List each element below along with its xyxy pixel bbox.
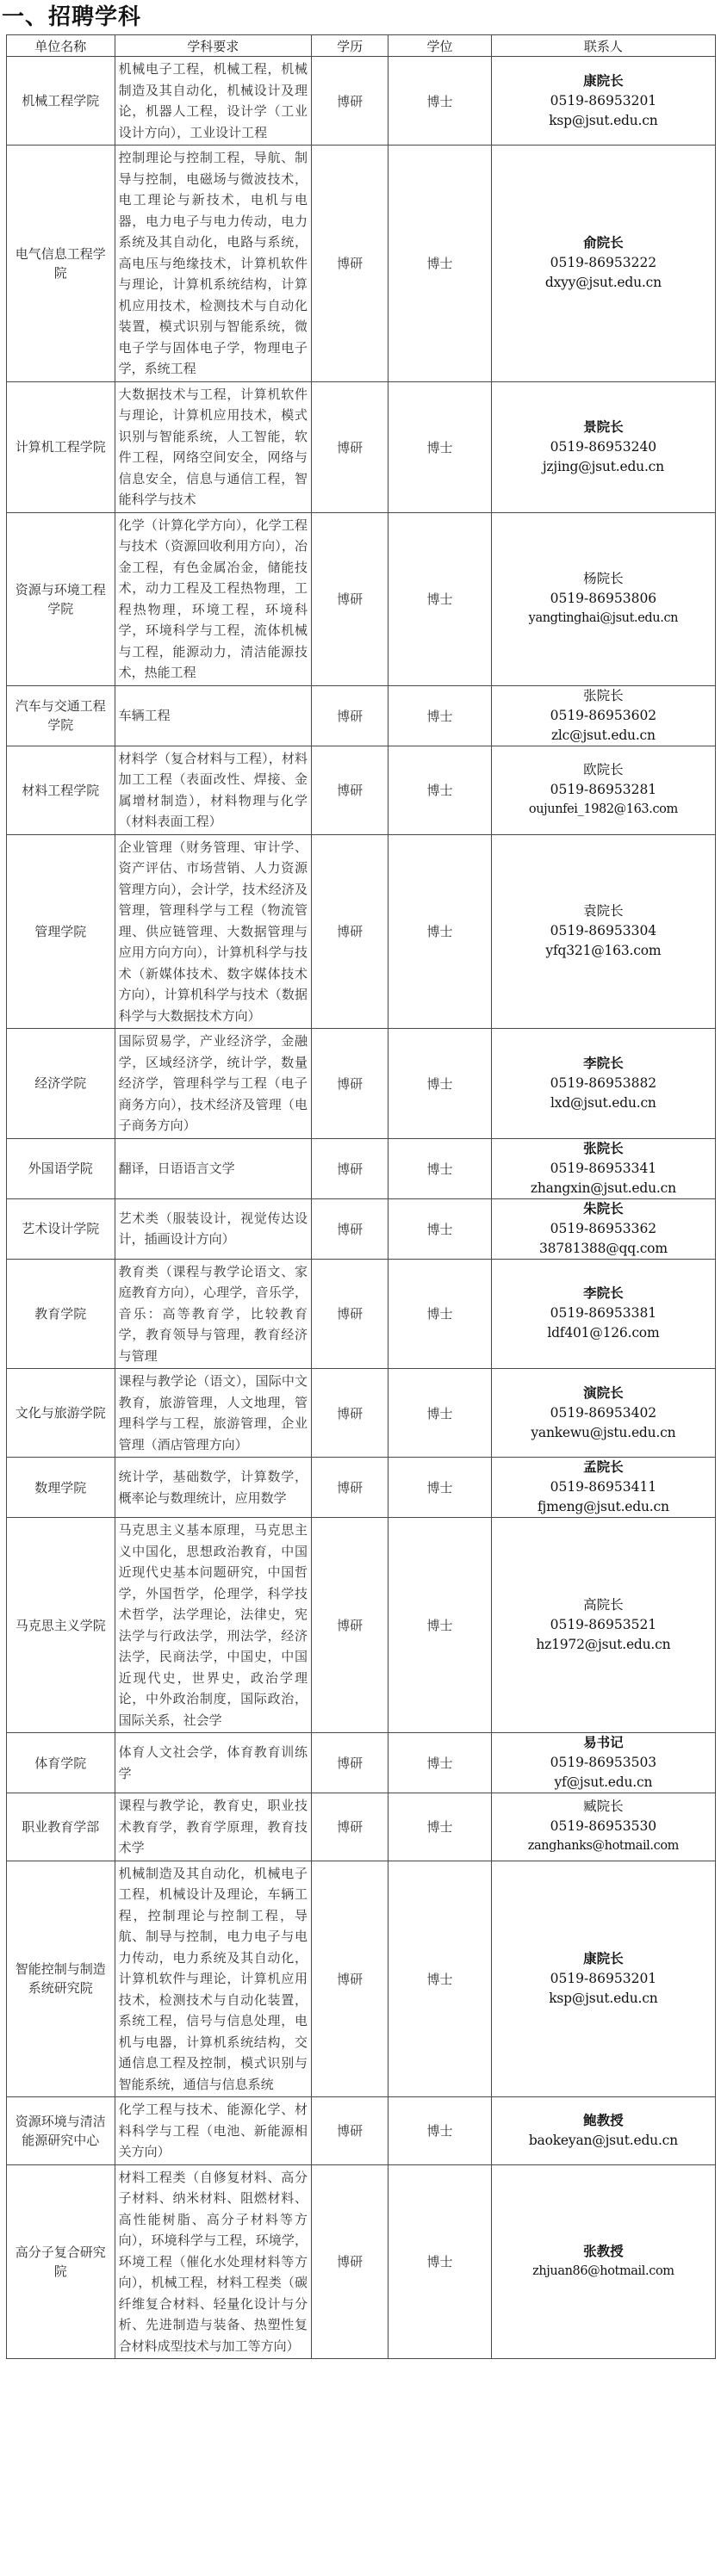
contact-cell <box>491 1259 715 1369</box>
academic-degree: 博士 <box>388 2164 492 2359</box>
contact-phone: 0519-86953201 <box>550 1970 657 1986</box>
academic-degree: 博士 <box>388 685 492 746</box>
unit-name: 智能控制与制造系统研究院 <box>7 1861 115 2097</box>
contact-phone: 0519-86953530 <box>550 1818 657 1835</box>
unit-name: 高分子复合研究院 <box>7 2164 115 2359</box>
subject-requirements: 课程与教学论（语文），国际中文教育，旅游管理，人文地理，管理科学与工程，旅游管理，企业管理（酒店管理方向） <box>115 1369 311 1458</box>
table-row <box>7 1733 716 1793</box>
unit-name: 汽车与交通工程学院 <box>7 685 115 746</box>
degree-requirement: 博研 <box>312 746 388 834</box>
academic-degree: 博士 <box>388 512 492 685</box>
contact-email[interactable]: yf@jsut.edu.cn <box>554 1774 653 1790</box>
table-row <box>7 1198 716 1259</box>
degree-requirement: 博研 <box>312 1458 388 1518</box>
academic-degree: 博士 <box>388 1198 492 1259</box>
contact-name: 张院长 <box>583 687 624 703</box>
unit-name: 电气信息工程学院 <box>7 146 115 382</box>
contact-phone: 0519-86953240 <box>550 438 657 455</box>
contact-name: 演院长 <box>583 1384 624 1401</box>
contact-phone: 0519-86953806 <box>550 591 657 606</box>
subject-requirements: 化学工程与技术、能源化学、材料科学与工程（电池、新能源相关方向） <box>115 2097 311 2165</box>
subject-requirements: 车辆工程 <box>115 685 311 746</box>
academic-degree: 博士 <box>388 1458 492 1518</box>
degree-requirement: 博研 <box>312 2097 388 2165</box>
contact-email[interactable]: fjmeng@jsut.edu.cn <box>537 1499 669 1514</box>
contact-cell <box>491 1793 715 1861</box>
academic-degree: 博士 <box>388 1259 492 1369</box>
table-row <box>7 57 716 146</box>
contact-email[interactable]: zanghanks@hotmail.com <box>527 1839 680 1854</box>
contact-phone: 0519-86953222 <box>550 255 657 271</box>
degree-requirement: 博研 <box>312 1518 388 1733</box>
unit-name: 资源与环境工程学院 <box>7 512 115 685</box>
contact-cell <box>491 685 715 746</box>
table-row <box>7 746 716 834</box>
column-header-unit: 单位名称 <box>7 35 115 57</box>
contact-phone: 0519-86953341 <box>550 1160 657 1176</box>
subject-requirements: 教育类（课程与教学论语文、家庭教育方向），心理学，音乐学，音乐：高等教育学，比较教育学，教育领导与管理，教育经济与管理 <box>115 1259 311 1369</box>
subject-requirements: 企业管理（财务管理、审计学、资产评估、市场营销、人力资源管理方向），会计学，技术经济及管理，管理科学与工程（物流管理、供应链管理、大数据管理与应用方向方向），计算机科学与技术（新媒体技术、数字媒体技术方向），计算机科学与技术（数据科学与大数据技术方向） <box>115 834 311 1029</box>
contact-name: 李院长 <box>583 1055 624 1071</box>
unit-name: 资源环境与清洁能源研究中心 <box>7 2097 115 2165</box>
subject-requirements: 马克思主义基本原理，马克思主义中国化，思想政治教育，中国近现代史基本问题研究，中国哲学，外国哲学，伦理学，科学技术哲学，法学理论，法律史，宪法学与行政法学，刑法学，经济法学，民商法学，中国史，中国近现代史，世界史，政治学理论，中外政治制度，国际政治，国际关系，社会学 <box>115 1518 311 1733</box>
contact-name: 康院长 <box>583 1950 624 1966</box>
table-row <box>7 685 716 746</box>
degree-requirement: 博研 <box>312 1861 388 2097</box>
contact-name: 景院长 <box>583 418 624 435</box>
unit-name: 计算机工程学院 <box>7 381 115 512</box>
contact-cell <box>491 2164 715 2359</box>
academic-degree: 博士 <box>388 1138 492 1198</box>
contact-phone: 0519-86953304 <box>550 923 657 939</box>
contact-name: 朱院长 <box>583 1200 624 1217</box>
table-row <box>7 1369 716 1458</box>
subject-requirements: 国际贸易学，产业经济学，金融学，区域经济学，统计学，数量经济学，管理科学与工程（电子商务方向），技术经济及管理（电子商务方向） <box>115 1029 311 1139</box>
academic-degree: 博士 <box>388 381 492 512</box>
contact-email[interactable]: lxd@jsut.edu.cn <box>550 1094 656 1111</box>
table-row <box>7 1029 716 1139</box>
contact-email[interactable]: jzjing@jsut.edu.cn <box>542 458 664 474</box>
column-header-contact: 联系人 <box>491 35 715 57</box>
contact-cell <box>491 1733 715 1793</box>
contact-name: 臧院长 <box>583 1799 624 1815</box>
table-row <box>7 512 716 685</box>
contact-email[interactable]: zlc@jsut.edu.cn <box>550 727 656 743</box>
degree-requirement: 博研 <box>312 685 388 746</box>
contact-email[interactable]: ldf401@126.com <box>547 1325 660 1341</box>
academic-degree: 博士 <box>388 2097 492 2165</box>
contact-phone: 0519-86953281 <box>550 782 657 797</box>
academic-degree: 博士 <box>388 834 492 1029</box>
subject-requirements: 统计学，基础数学，计算数学，概率论与数理统计，应用数学 <box>115 1458 311 1518</box>
academic-degree: 博士 <box>388 746 492 834</box>
degree-requirement: 博研 <box>312 57 388 146</box>
column-header-degree: 学历 <box>312 35 388 57</box>
table-row <box>7 381 716 512</box>
table-row <box>7 834 716 1029</box>
academic-degree: 博士 <box>388 1369 492 1458</box>
contact-phone: 0519-86953521 <box>550 1617 657 1632</box>
contact-phone: 0519-86953411 <box>550 1479 657 1495</box>
table-row <box>7 2164 716 2359</box>
contact-email[interactable]: ksp@jsut.edu.cn <box>549 1990 658 2006</box>
recruitment-table <box>6 34 716 2359</box>
section-title: 一、招聘学科 <box>2 4 142 30</box>
contact-email[interactable]: yankewu@jstu.edu.cn <box>531 1424 676 1440</box>
contact-name: 高院长 <box>583 1597 624 1613</box>
table-body <box>7 57 716 2359</box>
contact-cell <box>491 1198 715 1259</box>
contact-cell <box>491 381 715 512</box>
unit-name: 教育学院 <box>7 1259 115 1369</box>
subject-requirements: 材料学（复合材料与工程），材料加工工程（表面改性、焊接、金属增材制造），材料物理与化学（材料表面工程） <box>115 746 311 834</box>
table-row <box>7 1793 716 1861</box>
contact-name: 李院长 <box>583 1285 624 1302</box>
contact-phone: 0519-86953503 <box>550 1755 657 1770</box>
unit-name: 机械工程学院 <box>7 57 115 146</box>
table-row <box>7 146 716 382</box>
unit-name: 外国语学院 <box>7 1138 115 1198</box>
subject-requirements: 翻译，日语语言文学 <box>115 1138 311 1198</box>
subject-requirements: 机械制造及其自动化，机械电子工程，机械设计及理论，车辆工程，控制理论与控制工程，导航、制导与控制，电力电子与电力传动，电力系统及其自动化，计算机软件与理论，计算机应用技术，检测技术与自动化装置，系统工程，信号与信息处理，电机与电器，计算机系统结构，交通信息工程及控制，模式识别与智能系统，通信与信息系统 <box>115 1861 311 2097</box>
subject-requirements: 控制理论与控制工程，导航、制导与控制，电磁场与微波技术，电工理论与新技术，电机与电器，电力电子与电力传动，电力系统及其自动化，电路与系统，高电压与绝缘技术，计算机软件与理论，计算机系统结构，计算机应用技术，检测技术与自动化装置，模式识别与智能系统，微电子学与固体电子学，物理电子学，系统工程 <box>115 146 311 382</box>
subject-requirements: 课程与教学论，教育史，职业技术教育学，教育学原理，教育技术学 <box>115 1793 311 1861</box>
contact-email[interactable]: oujunfei_1982@163.com <box>528 802 678 816</box>
degree-requirement: 博研 <box>312 1198 388 1259</box>
table-row <box>7 1259 716 1369</box>
contact-email[interactable]: zhjuan86@hotmail.com <box>532 2263 674 2278</box>
contact-cell <box>491 834 715 1029</box>
contact-name: 袁院长 <box>583 903 624 920</box>
table-row <box>7 1138 716 1198</box>
degree-requirement: 博研 <box>312 1733 388 1793</box>
academic-degree: 博士 <box>388 1861 492 2097</box>
contact-cell <box>491 1458 715 1518</box>
academic-degree: 博士 <box>388 146 492 382</box>
degree-requirement: 博研 <box>312 512 388 685</box>
degree-requirement: 博研 <box>312 1029 388 1139</box>
contact-cell <box>491 57 715 146</box>
contact-phone: 0519-86953381 <box>550 1305 657 1322</box>
subject-requirements: 化学（计算化学方向），化学工程与技术（资源回收利用方向），冶金工程，有色金属冶金，储能技术，动力工程及工程热物理，工程热物理，环境工程，环境科学，环境科学与工程，流体机械与工程，能源动力，清洁能源技术，热能工程 <box>115 512 311 685</box>
contact-email[interactable]: hz1972@jsut.edu.cn <box>536 1637 671 1652</box>
table-row <box>7 2097 716 2165</box>
unit-name: 艺术设计学院 <box>7 1198 115 1259</box>
contact-cell <box>491 146 715 382</box>
column-header-subjects: 学科要求 <box>115 35 311 57</box>
academic-degree: 博士 <box>388 1518 492 1733</box>
unit-name: 马克思主义学院 <box>7 1518 115 1733</box>
subject-requirements: 材料工程类（自修复材料、高分子材料、纳米材料、阻燃材料、高性能树脂、高分子材料等方向），环境科学与工程，环境学，环境工程（催化水处理材料等方向），机械工程，材料工程类（碳纤维复合材料、轻量化设计与分析、先进制造与装备、热塑性复合材料成型技术与加工等方向） <box>115 2164 311 2359</box>
contact-name: 俞院长 <box>583 235 624 251</box>
subject-requirements: 艺术类（服装设计，视觉传达设计，插画设计方向） <box>115 1198 311 1259</box>
contact-phone: 0519-86953201 <box>550 92 657 108</box>
unit-name: 职业教育学部 <box>7 1793 115 1861</box>
degree-requirement: 博研 <box>312 1369 388 1458</box>
column-header-level: 学位 <box>388 35 492 57</box>
table-header-row <box>7 35 716 57</box>
contact-cell <box>491 1138 715 1198</box>
contact-name: 鲍教授 <box>583 2112 624 2128</box>
table-row <box>7 1458 716 1518</box>
contact-cell <box>491 2097 715 2165</box>
contact-cell <box>491 1369 715 1458</box>
subject-requirements: 大数据技术与工程，计算机软件与理论，计算机应用技术，模式识别与智能系统，人工智能，软件工程，网络空间安全，网络与信息安全，信息与通信工程，智能科学与技术 <box>115 381 311 512</box>
degree-requirement: 博研 <box>312 381 388 512</box>
degree-requirement: 博研 <box>312 146 388 382</box>
contact-email[interactable]: yfq321@163.com <box>545 943 662 959</box>
unit-name: 材料工程学院 <box>7 746 115 834</box>
degree-requirement: 博研 <box>312 1259 388 1369</box>
contact-name: 欧院长 <box>583 762 624 777</box>
table-row <box>7 1518 716 1733</box>
contact-email[interactable]: ksp@jsut.edu.cn <box>549 112 658 128</box>
unit-name: 数理学院 <box>7 1458 115 1518</box>
unit-name: 文化与旅游学院 <box>7 1369 115 1458</box>
table-row <box>7 1861 716 2097</box>
subject-requirements: 体育人文社会学，体育教育训练学 <box>115 1733 311 1793</box>
contact-email[interactable]: zhangxin@jsut.edu.cn <box>530 1180 676 1196</box>
contact-phone: 0519-86953362 <box>550 1220 657 1236</box>
degree-requirement: 博研 <box>312 834 388 1029</box>
contact-phone: 0519-86953402 <box>550 1404 657 1421</box>
contact-cell <box>491 746 715 834</box>
unit-name: 经济学院 <box>7 1029 115 1139</box>
contact-phone: 0519-86953882 <box>550 1074 657 1091</box>
subject-requirements: 机械电子工程，机械工程，机械制造及其自动化，机械设计及理论，机器人工程，设计学（工业设计方向），工业设计工程 <box>115 57 311 146</box>
contact-name: 张院长 <box>583 1140 624 1156</box>
contact-phone: 0519-86953602 <box>550 707 657 723</box>
contact-email[interactable]: 38781388@qq.com <box>538 1240 668 1256</box>
contact-name: 康院长 <box>583 72 624 89</box>
degree-requirement: 博研 <box>312 2164 388 2359</box>
contact-email[interactable]: dxyy@jsut.edu.cn <box>544 275 662 291</box>
contact-email[interactable]: baokeyan@jsut.edu.cn <box>528 2132 678 2148</box>
academic-degree: 博士 <box>388 57 492 146</box>
contact-name: 杨院长 <box>583 571 624 586</box>
unit-name: 体育学院 <box>7 1733 115 1793</box>
academic-degree: 博士 <box>388 1793 492 1861</box>
academic-degree: 博士 <box>388 1029 492 1139</box>
unit-name: 管理学院 <box>7 834 115 1029</box>
contact-cell <box>491 1861 715 2097</box>
contact-name: 易书记 <box>583 1735 624 1750</box>
degree-requirement: 博研 <box>312 1793 388 1861</box>
contact-email[interactable]: yangtinghai@jsut.edu.cn <box>528 611 679 625</box>
contact-name: 张教授 <box>583 2243 624 2259</box>
contact-name: 孟院长 <box>583 1459 624 1475</box>
contact-cell <box>491 512 715 685</box>
contact-cell <box>491 1518 715 1733</box>
contact-cell <box>491 1029 715 1139</box>
degree-requirement: 博研 <box>312 1138 388 1198</box>
academic-degree: 博士 <box>388 1733 492 1793</box>
